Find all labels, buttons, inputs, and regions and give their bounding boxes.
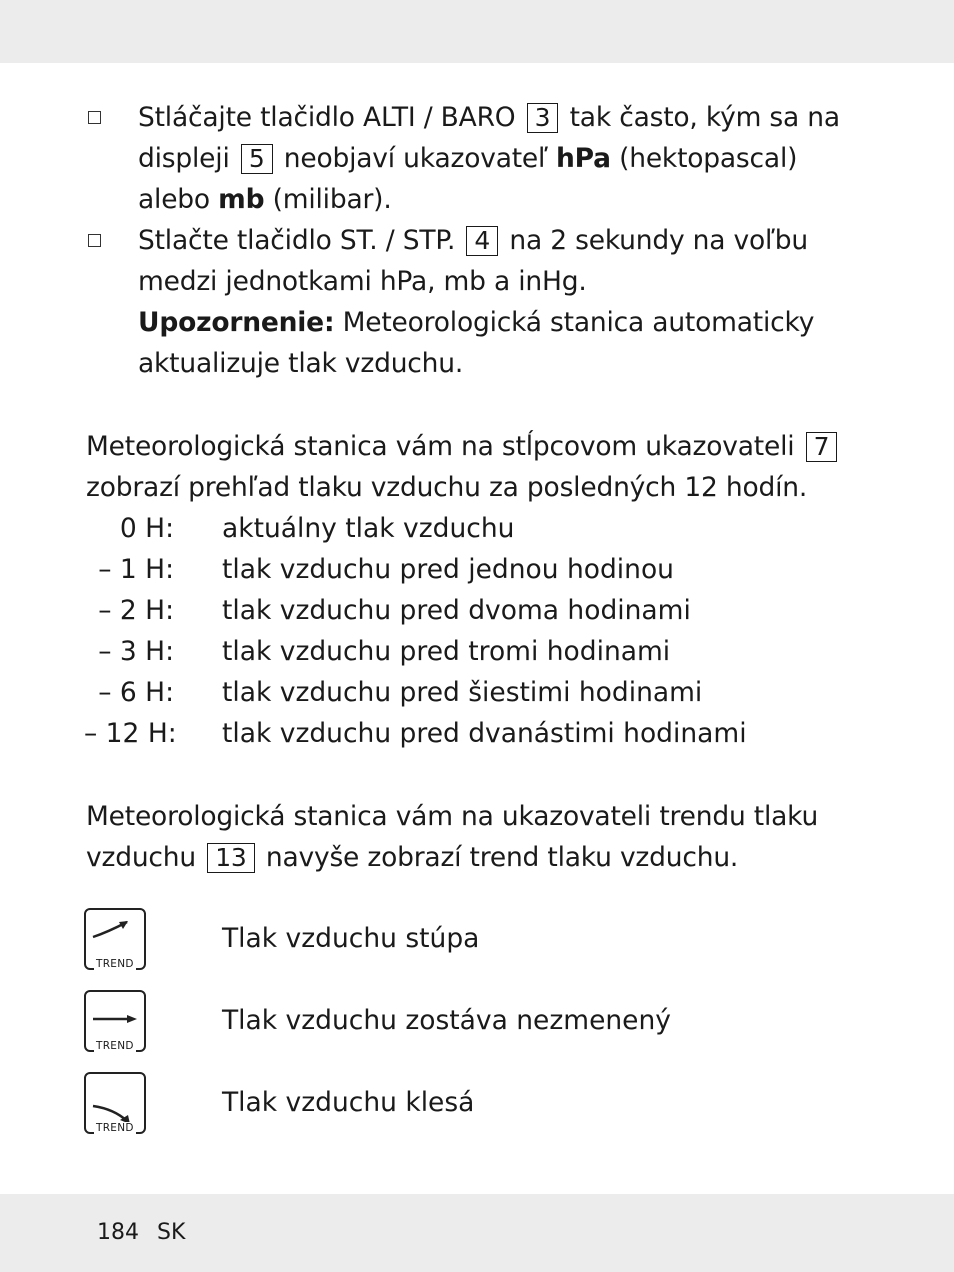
text-line (86, 837, 818, 878)
hour-label: 0 H: (119, 513, 174, 544)
hour-row (84, 508, 784, 549)
bold-term: hPa (556, 143, 611, 174)
text-line (138, 343, 814, 384)
paragraph-trend-indicator (86, 796, 818, 878)
hour-description: aktuálny tlak vzduchu (222, 513, 515, 544)
reference-number-box: 13 (207, 843, 254, 873)
text-line (138, 179, 840, 220)
text-run: vzduchu (86, 842, 205, 873)
hour-label: – 6 H: (98, 677, 174, 708)
text-run: (milibar). (264, 184, 392, 215)
text-run: tak často, kým sa na (561, 102, 840, 133)
hour-row (84, 713, 784, 754)
text-run: Meteorologická stanica vám na stĺpcovom ukazovateli (86, 431, 803, 462)
bold-term: Upozornenie: (138, 307, 335, 338)
hour-row (84, 549, 784, 590)
arrow-head (127, 1015, 137, 1023)
trend-description: Tlak vzduchu stúpa (222, 923, 480, 954)
hour-label: – 3 H: (98, 636, 174, 667)
language-code: SK (157, 1220, 186, 1245)
arrow-shaft (93, 1106, 127, 1121)
text-run: aktualizuje tlak vzduchu. (138, 348, 464, 379)
trend-description: Tlak vzduchu klesá (222, 1087, 475, 1118)
text-run: neobjaví ukazovateľ (275, 143, 556, 174)
trend-label: TREND (96, 1122, 134, 1134)
trend-falling-icon (84, 1072, 146, 1134)
text-run: navyše zobrazí trend tlaku vzduchu. (257, 842, 739, 873)
bullet-text-1 (138, 97, 840, 220)
trend-steady-icon (84, 990, 146, 1052)
text-line (138, 302, 814, 343)
bullet-text-2 (138, 220, 814, 384)
hour-row (84, 590, 784, 631)
hour-label: – 1 H: (98, 554, 174, 585)
bold-term: mb (218, 184, 265, 215)
hour-description: tlak vzduchu pred jednou hodinou (222, 554, 674, 585)
hour-description: tlak vzduchu pred dvoma hodinami (222, 595, 691, 626)
reference-number-box: 4 (466, 226, 498, 256)
bullet-checkbox-icon (88, 111, 101, 124)
reference-number-box: 5 (241, 144, 273, 174)
trend-description: Tlak vzduchu zostáva nezmenený (222, 1005, 671, 1036)
text-line (138, 97, 840, 138)
trend-rising-icon (84, 908, 146, 970)
text-run: zobrazí prehľad tlaku vzduchu za posledných 12 hodín. (86, 472, 808, 503)
hour-description: tlak vzduchu pred dvanástimi hodinami (222, 718, 747, 749)
text-line (138, 261, 814, 302)
text-run: Stlačte tlačidlo ST. / STP. (138, 225, 464, 256)
text-run: (hektopascal) (610, 143, 798, 174)
text-line (138, 220, 814, 261)
text-run: displeji (138, 143, 238, 174)
trend-label: TREND (96, 1040, 134, 1052)
hour-label: – 2 H: (98, 595, 174, 626)
text-run: Meteorologická stanica automaticky (334, 307, 815, 338)
trend-label: TREND (96, 958, 134, 970)
hour-row (84, 631, 784, 672)
text-run: Meteorologická stanica vám na ukazovateli trendu tlaku (86, 801, 819, 832)
footer (97, 1220, 203, 1245)
page-number: 184 (97, 1220, 139, 1245)
text-line (86, 426, 840, 467)
paragraph-bar-indicator (86, 426, 840, 508)
reference-number-box: 3 (527, 103, 559, 133)
hour-label: – 12 H: (84, 718, 177, 749)
text-line (86, 796, 818, 837)
hour-row (84, 672, 784, 713)
hour-description: tlak vzduchu pred tromi hodinami (222, 636, 671, 667)
text-line (86, 467, 840, 508)
bullet-checkbox-icon (88, 234, 101, 247)
text-run: alebo (138, 184, 219, 215)
text-run: medzi jednotkami hPa, mb a inHg. (138, 266, 587, 297)
text-run: Stláčajte tlačidlo ALTI / BARO (138, 102, 524, 133)
text-line (138, 138, 840, 179)
header-band (0, 0, 954, 63)
hour-description: tlak vzduchu pred šiestimi hodinami (222, 677, 703, 708)
reference-number-box: 7 (806, 432, 838, 462)
text-run: na 2 sekundy na voľbu (501, 225, 808, 256)
